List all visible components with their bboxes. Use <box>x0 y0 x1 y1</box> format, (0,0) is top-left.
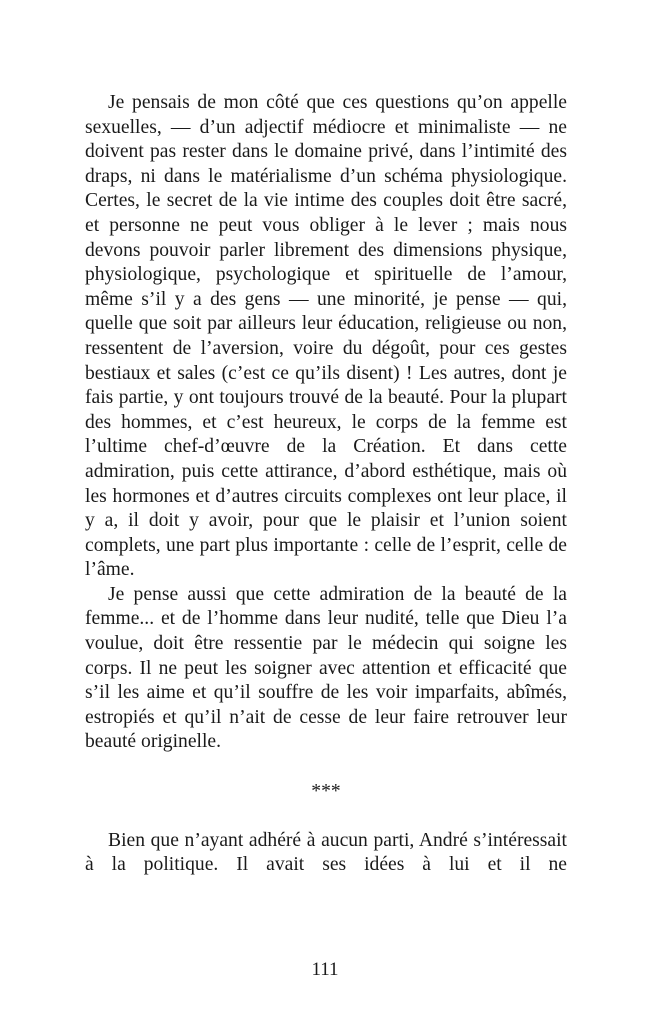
section-separator: *** <box>311 780 341 802</box>
paragraph-1: Je pensais de mon côté que ces questions qu’on appelle sexuelles, — d’un adjectif médiocre et minimaliste — ne doivent pas rester dans le domaine privé, dans l’intimité des draps, ni dans le matérialisme d’un schéma physiologique. Certes, le secret de la vie intime des couples doit être sacré, et personne ne peut vous obliger à le lever ; mais nous devons pouvoir parler librement des dimensions physique, physiologique, psychologique et spirituelle de l’amour, même s’il y a des gens — une minorité, je pense — qui, quelle que soit par ailleurs leur éducation, religieuse ou non, ressentent de l’aversion, voire du dégoût, pour ces gestes bestiaux et sales (c’est ce qu’ils disent) ! Les autres, dont je fais partie, y ont toujours trouvé de la beauté. Pour la plupart des hommes, et c’est heureux, le corps de la femme est l’ultime chef-d’œuvre de la Création. Et dans cette admiration, puis cette attirance, d’abord esthétique, mais où les hormones et d’autres circuits complexes ont leur place, il y a, il doit y avoir, pour que le plaisir et l’union soient complets, une part plus importante : celle de l’esprit, celle de l’âme. <box>85 92 567 581</box>
paragraph-2: Je pense aussi que cette admiration de la beauté de la femme... et de l’homme dans leur nudité, telle que Dieu l’a voulue, doit être ressentie par le médecin qui soigne les corps. Il ne peut les soigner avec attention et efficacité que s’il les aime et qu’il souffre de les voir imparfaits, abîmés, estropiés et qu’il n’ait de cesse de leur faire retrouver leur beauté originelle. <box>85 583 567 753</box>
page-number: 111 <box>311 959 339 980</box>
paragraph-3: Bien que n’ayant adhéré à aucun parti, André s’intéressait à la politique. Il avait ses idées à lui et il ne <box>85 829 567 876</box>
body-text <box>85 91 567 878</box>
